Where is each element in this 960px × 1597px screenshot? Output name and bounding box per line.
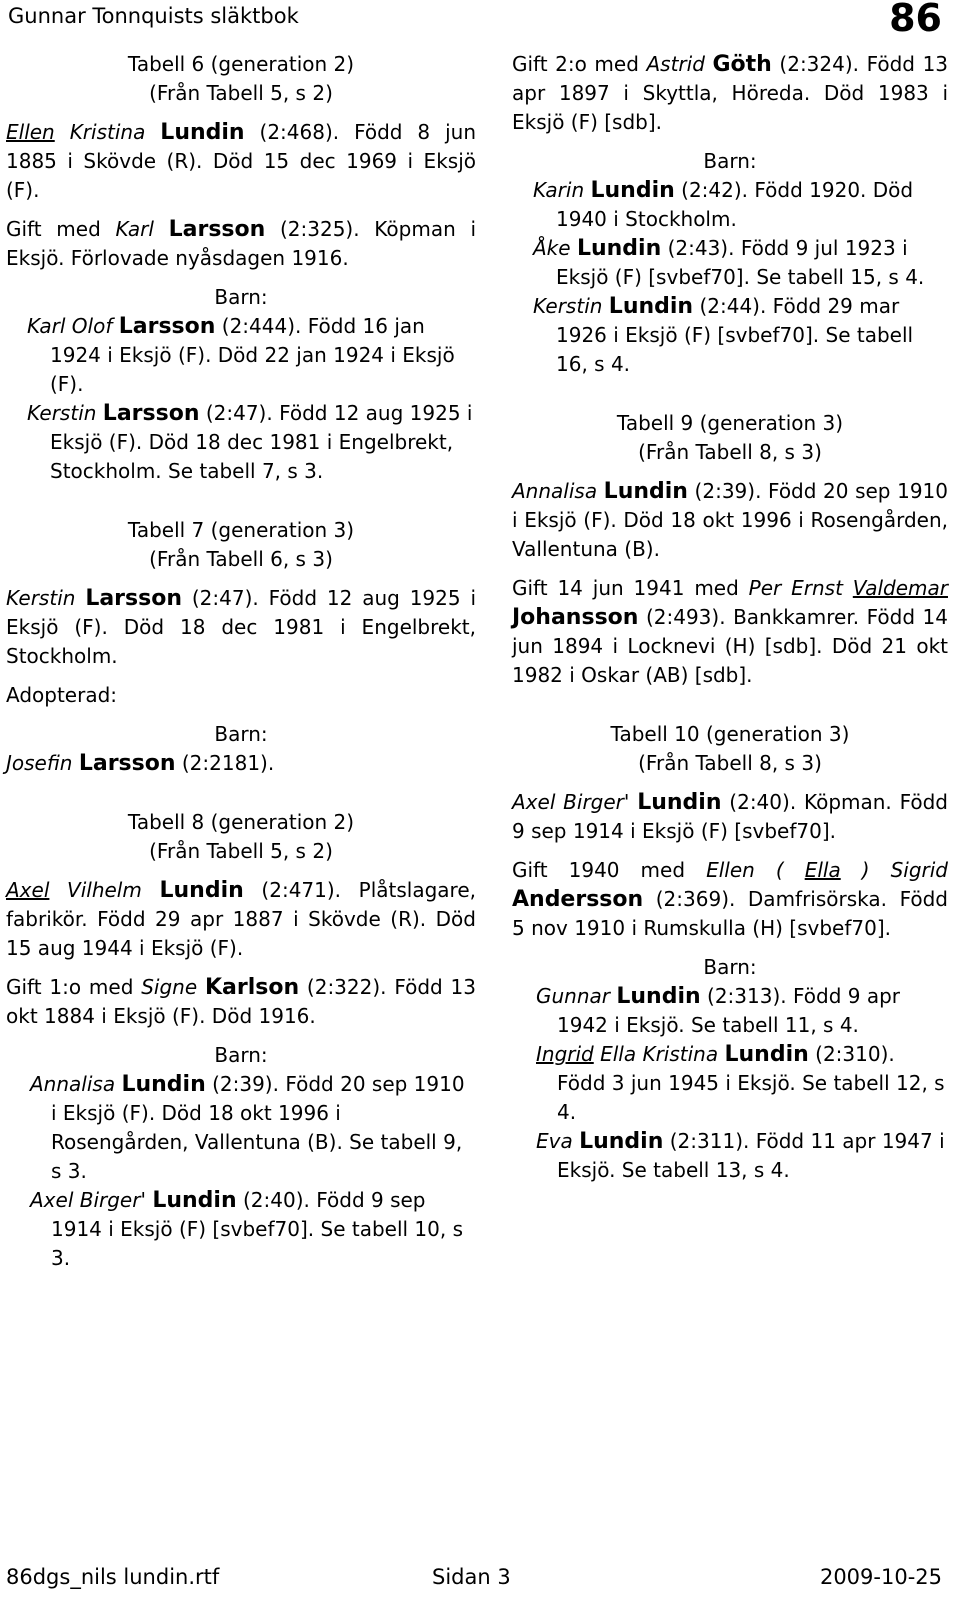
entry-kerstin: [6, 584, 476, 671]
given-name-underlined: Valdemar: [852, 576, 948, 600]
surname: Lundin: [603, 479, 688, 504]
given-name: Astrid: [646, 52, 705, 76]
surname: Lundin: [590, 178, 675, 203]
entry-details: (2:42). Född 1920. Död 1940 i Stockholm.: [556, 178, 914, 231]
given-name: Ellen (: [706, 858, 805, 882]
given-name: Kerstin: [533, 294, 603, 318]
table-7-source: (Från Tabell 6, s 3): [149, 547, 333, 571]
entry-details: (2:322). Född 13 okt 1884 i Eksjö (F). Död 1916.: [6, 975, 477, 1028]
page-number: 86: [889, 0, 942, 40]
marriage-prefix: Gift 1940 med: [512, 858, 707, 882]
table-9-title: Tabell 9 (generation 3): [616, 411, 844, 435]
marriage-karl: [6, 215, 476, 273]
children-heading: Barn:: [214, 1043, 268, 1067]
surname: Lundin: [121, 1072, 206, 1097]
adopted-heading: Adopterad:: [6, 683, 118, 707]
surname: Larsson: [85, 586, 182, 611]
entry-details: (2:39). Född 20 sep 1910 i Eksjö (F). Död 18 okt 1996 i Rosengården, Vallentuna (B). Se tabell 9, s 3.: [51, 1072, 465, 1183]
surname: Lundin: [724, 1042, 809, 1067]
given-name-underlined: Ella: [804, 858, 841, 882]
child-entry: [6, 312, 476, 399]
surname: Lundin: [608, 294, 694, 319]
surname: Larsson: [168, 217, 266, 242]
entry-details: (2:2181).: [175, 751, 275, 775]
surname: Larsson: [78, 751, 176, 776]
entry-details: (2:324). Född 13 apr 1897 i Skyttla, Höreda. Död 1983 i Eksjö (F) [sdb].: [512, 52, 949, 134]
book-title: Gunnar Tonnquists släktbok: [8, 4, 299, 28]
child-entry: [512, 234, 948, 292]
footer-date: 2009-10-25: [819, 1565, 942, 1589]
given-name: Kerstin: [27, 401, 97, 425]
table-6-title: Tabell 6 (generation 2): [127, 52, 355, 76]
entry-details: (2:325). Köpman i Eksjö. Förlovade nyåsdagen 1916.: [6, 217, 476, 270]
left-column: [6, 50, 476, 1273]
given-name: Per Ernst: [748, 576, 853, 600]
entry-details: (2:493). Bankkamrer. Född 14 jun 1894 i Locknevi (H) [sdb]. Död 21 okt 1982 i Oskar (AB) [sdb].: [512, 605, 948, 687]
given-name: Karin: [533, 178, 585, 202]
footer-filename: 86dgs_nils lundin.rtf: [6, 1565, 220, 1589]
given-name: Kristina: [69, 120, 146, 144]
entry-annalisa: [512, 477, 948, 564]
table-9-source: (Från Tabell 8, s 3): [638, 440, 822, 464]
child-entry: [512, 292, 948, 379]
child-entry: [512, 1040, 948, 1127]
surname: Andersson: [512, 887, 644, 912]
given-name: Åke: [533, 236, 571, 260]
table-7-title: Tabell 7 (generation 3): [127, 518, 355, 542]
given-name-underlined: Ellen: [6, 120, 55, 144]
child-entry: [512, 982, 948, 1040]
marriage-signe: [6, 973, 476, 1031]
entry-details: (2:313). Född 9 apr 1942 i Eksjö. Se tabell 11, s 4.: [557, 984, 901, 1037]
given-name: ) Sigrid: [840, 858, 948, 882]
entry-details: (2:39). Född 20 sep 1910 i Eksjö (F). Död 18 okt 1996 i Rosengården, Vallentuna (B).: [512, 479, 948, 561]
given-name: Karl Olof: [27, 314, 113, 338]
entry-details: (2:47). Född 12 aug 1925 i Eksjö (F). Död 18 dec 1981 i Engelbrekt, Stockholm. Se tabell 7, s 3.: [50, 401, 473, 483]
footer-page: Sidan 3: [432, 1565, 511, 1589]
marriage-astrid: [512, 50, 948, 137]
surname: Lundin: [637, 790, 722, 815]
given-name: Karl: [115, 217, 154, 241]
given-name: Josefin: [6, 751, 73, 775]
entry-details: (2:40). Köpman. Född 9 sep 1914 i Eksjö (F) [svbef70].: [512, 790, 948, 843]
surname: Karlson: [204, 975, 300, 1000]
surname: Lundin: [159, 878, 244, 903]
table-8-source: (Från Tabell 5, s 2): [149, 839, 333, 863]
table-10-title: Tabell 10 (generation 3): [610, 722, 850, 746]
given-name: Annalisa: [512, 479, 598, 503]
entry-details: (2:311). Född 11 apr 1947 i Eksjö. Se tabell 13, s 4.: [557, 1129, 945, 1182]
given-name: Vilhelm: [67, 878, 142, 902]
given-name-underlined: Ingrid: [536, 1042, 594, 1066]
surname: Lundin: [579, 1129, 664, 1154]
entry-details: (2:369). Damfrisörska. Född 5 nov 1910 i Rumskulla (H) [svbef70].: [512, 887, 948, 940]
children-heading: Barn:: [703, 149, 757, 173]
given-name-underlined: Axel: [6, 878, 50, 902]
entry-details: (2:310). Född 3 jun 1945 i Eksjö. Se tabell 12, s 4.: [557, 1042, 945, 1124]
surname: Lundin: [152, 1188, 237, 1213]
entry-details: (2:40). Född 9 sep 1914 i Eksjö (F) [svbef70]. Se tabell 10, s 3.: [51, 1188, 464, 1270]
entry-details: (2:43). Född 9 jul 1923 i Eksjö (F) [svbef70]. Se tabell 15, s 4.: [556, 236, 925, 289]
marriage-prefix: Gift 2:o med: [512, 52, 647, 76]
surname: Larsson: [118, 314, 216, 339]
given-name: Axel Birger': [30, 1188, 146, 1212]
child-entry: [512, 1127, 948, 1185]
children-heading: Barn:: [214, 722, 268, 746]
table-6-source: (Från Tabell 5, s 2): [149, 81, 333, 105]
marriage-prefix: Gift 1:o med: [6, 975, 142, 999]
marriage-prefix: Gift med: [6, 217, 116, 241]
given-name: Annalisa: [30, 1072, 116, 1096]
children-heading: Barn:: [703, 955, 757, 979]
entry-details: (2:471). Plåtslagare, fabrikör. Född 29 apr 1887 i Skövde (R). Död 15 aug 1944 i Eksjö (F).: [6, 878, 477, 960]
marriage-ella: [512, 856, 948, 943]
marriage-prefix: Gift 14 jun 1941 med: [512, 576, 749, 600]
child-entry: [6, 749, 476, 778]
entry-details: (2:44). Född 29 mar 1926 i Eksjö (F) [svbef70]. Se tabell 16, s 4.: [556, 294, 914, 376]
right-column: [512, 50, 948, 1185]
surname: Lundin: [616, 984, 701, 1009]
entry-details: (2:468). Född 8 jun 1885 i Skövde (R). Död 15 dec 1969 i Eksjö (F).: [6, 120, 477, 202]
surname: Lundin: [576, 236, 662, 261]
given-name: Axel Birger': [512, 790, 630, 814]
table-8-title: Tabell 8 (generation 2): [127, 810, 355, 834]
surname: Larsson: [102, 401, 200, 426]
entry-axel-birger: [512, 788, 948, 846]
marriage-per: [512, 574, 948, 690]
entry-details: (2:444). Född 16 jan 1924 i Eksjö (F). Död 22 jan 1924 i Eksjö (F).: [50, 314, 455, 396]
given-name: Signe: [141, 975, 198, 999]
given-name: Gunnar: [536, 984, 611, 1008]
child-entry: [6, 1186, 476, 1273]
entry-details: (2:47). Född 12 aug 1925 i Eksjö (F). Död 18 dec 1981 i Engelbrekt, Stockholm.: [6, 586, 477, 668]
given-name: Eva: [536, 1129, 573, 1153]
entry-axel: [6, 876, 476, 963]
child-entry: [6, 1070, 476, 1186]
child-entry: [6, 399, 476, 486]
given-name: Ella Kristina: [593, 1042, 719, 1066]
children-heading: Barn:: [214, 285, 268, 309]
table-10-source: (Från Tabell 8, s 3): [638, 751, 822, 775]
child-entry: [512, 176, 948, 234]
surname: Johansson: [512, 605, 639, 630]
surname: Göth: [712, 52, 772, 77]
given-name: Kerstin: [6, 586, 76, 610]
surname: Lundin: [160, 120, 245, 145]
entry-ellen: [6, 118, 476, 205]
